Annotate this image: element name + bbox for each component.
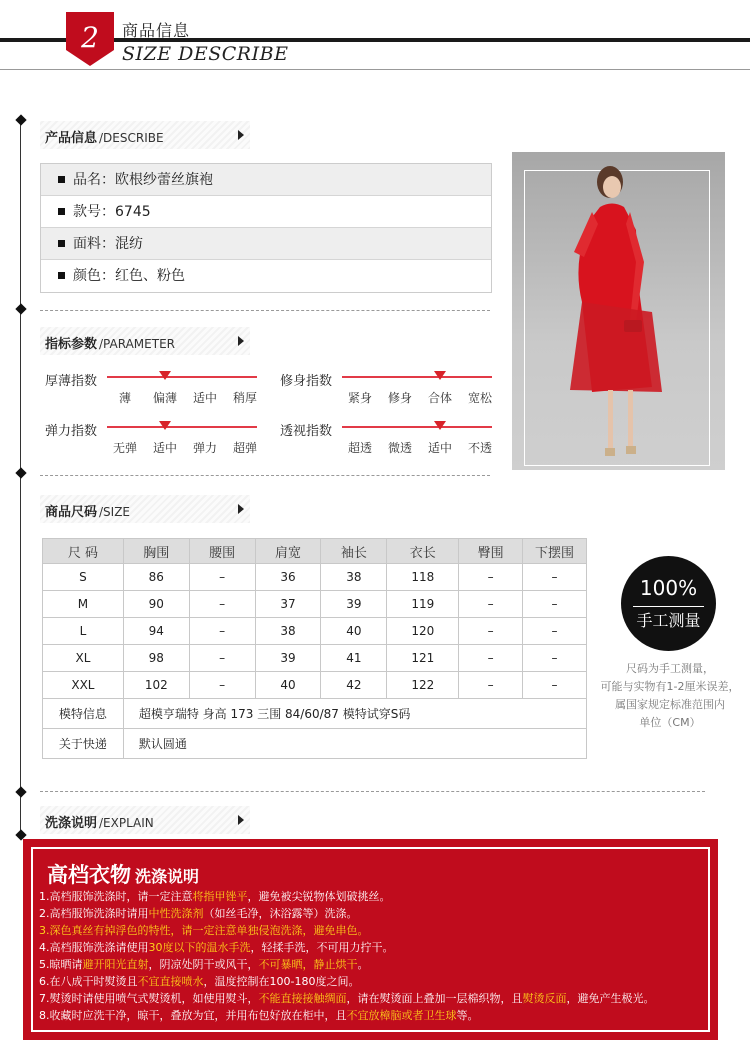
- product-fabric-row: 面料：混纺: [41, 228, 491, 260]
- param-option: 薄: [118, 391, 131, 405]
- table-cell: –: [459, 672, 523, 699]
- table-cell: XXL: [43, 672, 124, 699]
- timeline-diamond: [15, 303, 26, 314]
- table-cell: 39: [321, 591, 387, 618]
- param-label: 厚薄指数: [45, 374, 98, 389]
- param-label: 修身指数: [280, 374, 333, 389]
- table-row: [43, 645, 587, 672]
- washing-instruction-line: 7.熨烫时请使用喷气式熨烫机，如使用熨斗，不能直接接触绸面，请在熨烫面上叠加一层棉织物，且熨烫反面，避免产生极光。: [39, 992, 655, 1005]
- bullet-square-icon: [58, 176, 65, 183]
- section-subtitle: /DESCRIBE: [99, 131, 164, 145]
- section-title: 产品信息: [45, 131, 98, 146]
- table-cell: –: [189, 564, 255, 591]
- param-option: 超弹: [232, 441, 257, 455]
- section-header-parameter: [40, 327, 250, 355]
- param-option: 超透: [347, 441, 372, 455]
- param-scale-bar: [107, 376, 257, 378]
- param-option: 宽松: [467, 391, 492, 405]
- param-option: 微透: [387, 441, 412, 455]
- washing-instruction-line: 3.深色真丝有掉浮色的特性，请一定注意单独侵泡洗涤，避免串色。: [39, 924, 369, 937]
- product-info-box: [40, 163, 492, 293]
- param-option: 适中: [192, 391, 217, 405]
- row-label: 模特信息: [43, 699, 124, 729]
- timeline-diamond: [15, 114, 26, 125]
- section-subtitle: /EXPLAIN: [99, 816, 154, 830]
- section-header-describe: [40, 121, 250, 149]
- product-name-row: 品名：欧根纱蕾丝旗袍: [41, 164, 491, 196]
- section-title: 商品尺码: [45, 505, 98, 520]
- table-cell: –: [189, 591, 255, 618]
- table-cell: 39: [255, 645, 321, 672]
- param-option: 稍厚: [232, 391, 257, 405]
- param-option: 偏薄: [152, 391, 177, 405]
- badge-number: 2: [81, 21, 99, 54]
- param-option: 不透: [467, 441, 492, 455]
- table-cell: –: [189, 618, 255, 645]
- section-number-badge: [66, 12, 114, 66]
- washing-instruction-line: 6.在八成干时熨烫且不宜直接喷水，温度控制在100-180度之间。: [39, 975, 360, 988]
- table-cell: 37: [255, 591, 321, 618]
- table-cell: 102: [123, 672, 189, 699]
- table-cell: –: [523, 591, 587, 618]
- table-cell: –: [459, 564, 523, 591]
- table-cell: 41: [321, 645, 387, 672]
- table-cell: S: [43, 564, 124, 591]
- table-cell: 94: [123, 618, 189, 645]
- model-info-row: [43, 699, 587, 729]
- bullet-square-icon: [58, 272, 65, 279]
- param-scale-bar: [107, 426, 257, 428]
- divider: [40, 791, 705, 792]
- washing-instruction-line: 4.高档服饰洗涤请使用30度以下的温水手洗，轻揉手洗，不可用力拧干。: [39, 941, 394, 954]
- washing-instruction-line: 1.高档服饰洗涤时，请一定注意将指甲锉平，避免被尖锐物体划破挑丝。: [39, 890, 391, 903]
- table-cell: 36: [255, 564, 321, 591]
- table-cell: –: [523, 564, 587, 591]
- table-cell: 42: [321, 672, 387, 699]
- size-table: [42, 538, 587, 759]
- row-value: 超模亨瑞特 身高 173 三围 84/60/87 模特试穿S码: [123, 699, 586, 729]
- arrow-right-icon: [238, 504, 244, 514]
- table-cell: L: [43, 618, 124, 645]
- header-cell: 下摆围: [523, 539, 587, 564]
- table-cell: –: [459, 645, 523, 672]
- table-cell: 40: [321, 618, 387, 645]
- washing-title: 高档衣物 洗涤说明: [47, 863, 200, 887]
- table-cell: 38: [255, 618, 321, 645]
- header-cell: 袖长: [321, 539, 387, 564]
- bullet-square-icon: [58, 208, 65, 215]
- header-cell: 臀围: [459, 539, 523, 564]
- arrow-right-icon: [238, 130, 244, 140]
- param-label: 透视指数: [280, 424, 333, 439]
- divider: [40, 310, 490, 311]
- table-cell: 40: [255, 672, 321, 699]
- table-cell: –: [189, 645, 255, 672]
- table-cell: –: [459, 591, 523, 618]
- arrow-right-icon: [238, 815, 244, 825]
- bullet-square-icon: [58, 240, 65, 247]
- section-header-size: [40, 495, 250, 523]
- header-cell: 胸围: [123, 539, 189, 564]
- section-header-explain: [40, 806, 250, 834]
- table-cell: M: [43, 591, 124, 618]
- table-cell: 121: [387, 645, 459, 672]
- param-option: 修身: [387, 391, 412, 405]
- param-option: 弹力: [192, 441, 217, 455]
- param-option: 无弹: [112, 441, 137, 455]
- param-option: 适中: [427, 441, 452, 455]
- measure-percent: 100%: [639, 576, 698, 600]
- measure-label: 手工测量: [636, 611, 701, 630]
- product-sku-row: 款号：6745: [41, 196, 491, 228]
- param-marker-icon: [434, 421, 446, 430]
- table-cell: 119: [387, 591, 459, 618]
- table-cell: –: [459, 618, 523, 645]
- divider: [40, 475, 490, 476]
- timeline-diamond: [15, 786, 26, 797]
- washing-instructions-panel: [23, 839, 718, 1040]
- param-marker-icon: [159, 421, 171, 430]
- washing-instruction-line: 5.晾晒请避开阳光直射，阴凉处阴干或风干，不可暴晒，静止烘干。: [39, 958, 369, 971]
- table-cell: 90: [123, 591, 189, 618]
- washing-instruction-line: 2.高档服饰洗涤时请用中性洗涤剂（如丝毛净，沐浴露等）洗涤。: [39, 907, 358, 920]
- table-cell: 38: [321, 564, 387, 591]
- shipping-row: [43, 729, 587, 759]
- row-value: 默认圆通: [123, 729, 586, 759]
- arrow-right-icon: [238, 336, 244, 346]
- row-label: 关于快递: [43, 729, 124, 759]
- table-cell: –: [523, 618, 587, 645]
- header-title-en: SIZE DESCRIBE: [122, 43, 289, 65]
- table-cell: –: [523, 672, 587, 699]
- table-cell: –: [523, 645, 587, 672]
- measure-note: 尺码为手工测量， 可能与实物有1-2厘米误差， 属国家规定标准范围内 单位（CM）: [600, 662, 740, 729]
- param-scale-bar: [342, 426, 492, 428]
- param-marker-icon: [159, 371, 171, 380]
- header-cell: 衣长: [387, 539, 459, 564]
- table-cell: 118: [387, 564, 459, 591]
- section-title: 指标参数: [45, 337, 98, 352]
- table-row: [43, 672, 587, 699]
- header-cell: 尺 码: [43, 539, 124, 564]
- section-title: 洗涤说明: [45, 816, 98, 831]
- table-cell: 120: [387, 618, 459, 645]
- param-option: 紧身: [347, 391, 372, 405]
- model-photo: [512, 152, 725, 470]
- size-table-header: [43, 539, 587, 564]
- header-underline: [0, 69, 750, 70]
- table-cell: 98: [123, 645, 189, 672]
- hand-measure-badge: [621, 556, 716, 651]
- param-marker-icon: [434, 371, 446, 380]
- washing-instruction-line: 8.收藏时应洗干净，晾干，叠放为宜，并用布包好放在柜中，且不宜放樟脑或者卫生球等。: [39, 1009, 479, 1022]
- table-cell: XL: [43, 645, 124, 672]
- section-subtitle: /SIZE: [99, 505, 131, 519]
- param-scale-bar: [342, 376, 492, 378]
- table-row: [43, 564, 587, 591]
- table-row: [43, 618, 587, 645]
- timeline-diamond: [15, 467, 26, 478]
- header-cell: 腰围: [189, 539, 255, 564]
- param-option: 适中: [152, 441, 177, 455]
- table-cell: 122: [387, 672, 459, 699]
- product-color-row: 颜色：红色、粉色: [41, 260, 491, 292]
- table-row: [43, 591, 587, 618]
- section-subtitle: /PARAMETER: [99, 337, 175, 351]
- param-option: 合体: [427, 391, 452, 405]
- table-cell: –: [189, 672, 255, 699]
- header-title-cn: 商品信息: [122, 21, 191, 40]
- table-cell: 86: [123, 564, 189, 591]
- header-cell: 肩宽: [255, 539, 321, 564]
- param-label: 弹力指数: [45, 424, 98, 439]
